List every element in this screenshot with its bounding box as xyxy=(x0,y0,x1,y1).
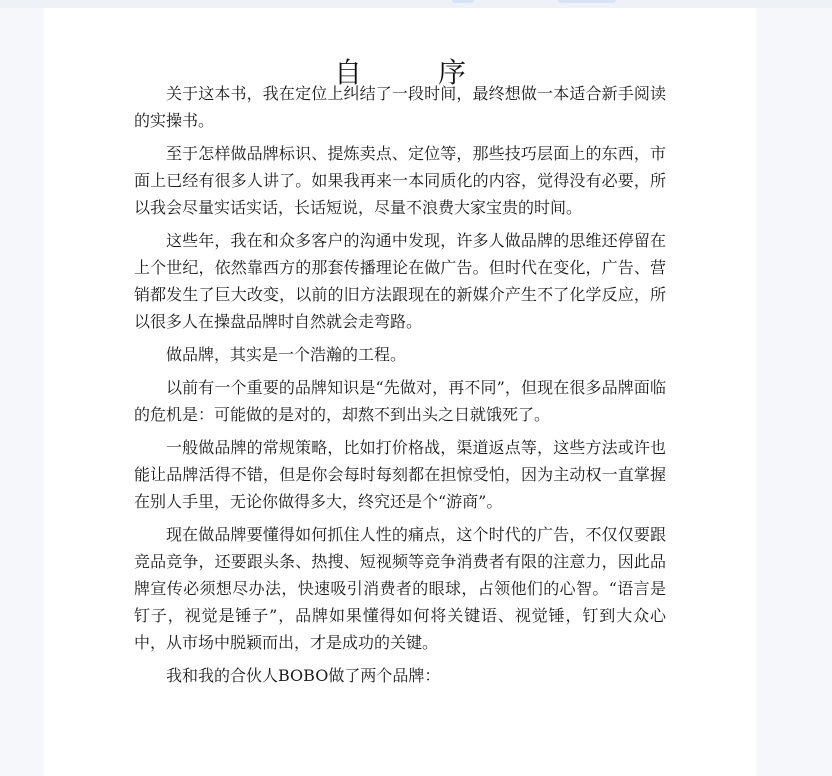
toolbar-tab-indicator[interactable] xyxy=(558,0,616,3)
paragraph: 现在做品牌要懂得如何抓住人性的痛点，这个时代的广告，不仅仅要跟竞品竞争，还要跟头条、热搜、短视频等竞争消费者有限的注意力，因此品牌宣传必须想尽办法，快速吸引消费者的眼球，占领他们的心智。“语言是钉子，视觉是锤子”，品牌如果懂得如何将关键语、视觉锤，钉到大众心中，从市场中脱颖而出，才是成功的关键。 xyxy=(134,525,666,652)
paragraph: 我和我的合伙人BOBO做了两个品牌： xyxy=(166,666,441,685)
paragraph: 以前有一个重要的品牌知识是“先做对，再不同”，但现在很多品牌面临的危机是：可能做的是对的，却熬不到出头之日就饿死了。 xyxy=(134,378,666,424)
paragraph: 做品牌，其实是一个浩瀚的工程。 xyxy=(166,345,407,364)
paragraph: 这些年，我在和众多客户的沟通中发现，许多人做品牌的思维还停留在上个世纪，依然靠西方的那套传播理论在做广告。但时代在变化，广告、营销都发生了巨大改变，以前的旧方法跟现在的新媒介产生不了化学反应，所以很多人在操盘品牌时自然就会走弯路。 xyxy=(134,231,666,331)
paragraph: 关于这本书，我在定位上纠结了一段时间，最终想做一本适合新手阅读的实操书。 xyxy=(134,84,666,130)
document-page xyxy=(44,8,756,776)
page-body xyxy=(134,80,666,695)
page-title: 自 序 xyxy=(333,55,490,89)
toolbar-tab-indicator[interactable] xyxy=(452,0,474,3)
paragraph: 至于怎样做品牌标识、提炼卖点、定位等，那些技巧层面上的东西，市面上已经有很多人讲了。如果我再来一本同质化的内容，觉得没有必要，所以我会尽量实话实话，长话短说，尽量不浪费大家宝贵的时间。 xyxy=(134,144,666,217)
viewer-top-strip xyxy=(0,0,832,8)
paragraph: 一般做品牌的常规策略，比如打价格战，渠道返点等，这些方法或许也能让品牌活得不错，但是你会每时每刻都在担惊受怕，因为主动权一直掌握在别人手里，无论你做得多大，终究还是个“游商”。 xyxy=(134,438,666,511)
